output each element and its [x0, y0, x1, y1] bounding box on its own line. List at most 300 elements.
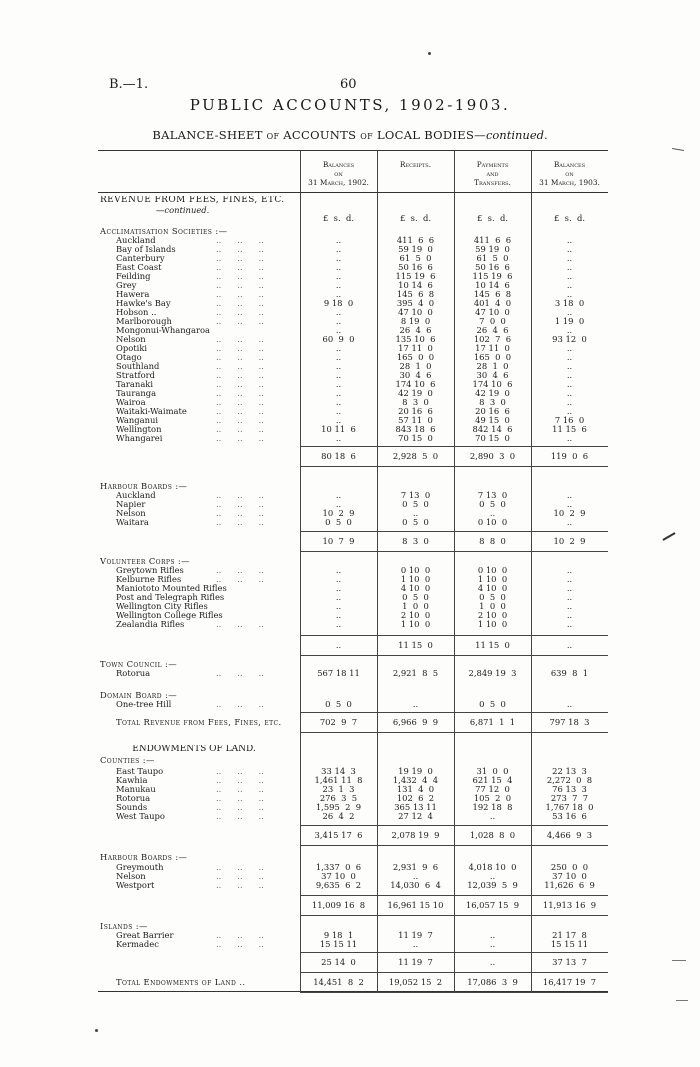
group-heading: Counties :—: [100, 756, 155, 765]
row-label: Wellington College Rifles: [116, 611, 223, 620]
row-label: Greytown Rifles: [116, 566, 184, 575]
receipts-cell: 1 10 0: [400, 619, 431, 629]
subtitle-continued: continued.: [485, 128, 548, 142]
table-row: [98, 812, 608, 822]
row-label: Otago: [116, 353, 142, 362]
balance-1902-cell: 3,415 17 6: [314, 830, 363, 840]
payments-cell: 7 0 0: [479, 316, 506, 326]
balance-1903-cell: ..: [566, 640, 573, 650]
group-heading: Town Council :—: [100, 660, 178, 669]
receipts-cell: 0 10 0: [400, 565, 431, 575]
balance-1902-cell: 26 4 2: [322, 811, 355, 821]
payments-cell: 2,890 3 0: [469, 451, 516, 461]
subtotal-rule: [300, 992, 608, 993]
balance-1902-cell: 0 5 0: [325, 517, 352, 527]
group-heading: Harbour Boards :—: [100, 853, 188, 862]
col-head-payments: Payments and Transfers.: [474, 160, 511, 187]
payments-cell: 1,028 8 0: [469, 830, 516, 840]
balance-1902-cell: ..: [335, 307, 342, 317]
payments-cell: 31 0 0: [476, 766, 509, 776]
balance-1902-cell: 10 7 9: [322, 536, 355, 546]
row-label: One-tree Hill: [116, 700, 172, 709]
payments-cell: 4,018 10 0: [468, 862, 517, 872]
balance-1903-cell: 76 13 3: [552, 784, 587, 794]
balance-1902-cell: ..: [335, 244, 342, 254]
balance-1903-cell: ..: [566, 244, 573, 254]
row-label: Hobson ..: [116, 308, 157, 317]
row-label: West Taupo: [116, 812, 165, 821]
balance-1902-cell: ..: [335, 289, 342, 299]
balance-1903-cell: 11 15 6: [552, 424, 587, 434]
subtotal-row: [98, 537, 608, 547]
balance-1903-cell: ..: [566, 325, 573, 335]
total-label: Total Endowments of Land ..: [116, 978, 246, 987]
leader-dots: .. .. ..: [216, 811, 264, 821]
continued-note: —continued.: [156, 206, 210, 215]
payments-cell: 30 4 6: [476, 370, 509, 380]
balance-1902-cell: ..: [335, 406, 342, 416]
balance-1902-cell: 276 3 5: [319, 793, 358, 803]
leader-dots: .. .. ..: [216, 262, 264, 272]
payments-cell: 174 10 6: [472, 379, 513, 389]
receipts-cell: 411 6 6: [396, 235, 435, 245]
row-label: Hawera: [116, 290, 150, 299]
payments-cell: 115 19 6: [472, 271, 513, 281]
balance-1903-cell: ..: [566, 361, 573, 371]
receipts-cell: 843 18 6: [395, 424, 436, 434]
balance-1902-cell: 11,009 16 8: [311, 900, 366, 910]
receipts-cell: 174 10 6: [395, 379, 436, 389]
receipts-cell: 2 10 0: [400, 610, 431, 620]
receipts-cell: 2,078 19 9: [391, 830, 440, 840]
leader-dots: .. .. ..: [216, 271, 264, 281]
row-label: Tauranga: [116, 389, 157, 398]
receipts-cell: 4 10 0: [400, 583, 431, 593]
payments-cell: 8 8 0: [479, 536, 506, 546]
leader-dots: .. .. ..: [216, 397, 264, 407]
subtotal-rule: [300, 952, 608, 953]
balance-1903-cell: ..: [566, 280, 573, 290]
receipts-cell: 70 15 0: [398, 433, 433, 443]
group-heading: Domain Board :—: [100, 691, 177, 700]
leader-dots: .. .. ..: [216, 508, 264, 518]
leader-dots: .. .. ..: [216, 379, 264, 389]
subtotal-rule: [300, 895, 608, 896]
balance-1903-cell: ..: [566, 517, 573, 527]
receipts-cell: 0 5 0: [402, 499, 429, 509]
payments-cell: 411 6 6: [473, 235, 512, 245]
group-row: [98, 756, 608, 766]
payments-cell: 0 10 0: [477, 565, 508, 575]
payments-cell: 42 19 0: [475, 388, 510, 398]
payments-cell: 0 5 0: [479, 499, 506, 509]
balance-1903-cell: ..: [566, 352, 573, 362]
balance-1903-cell: ..: [566, 343, 573, 353]
total-row: [98, 978, 608, 988]
payments-cell: 12,039 5 9: [467, 880, 518, 890]
row-label: East Coast: [116, 263, 162, 272]
balance-1903-cell: 37 13 7: [552, 957, 587, 967]
receipts-cell: 20 16 6: [398, 406, 433, 416]
payments-cell: 20 16 6: [475, 406, 510, 416]
group-heading: Harbour Boards :—: [100, 482, 188, 491]
row-label: Wanganui: [116, 416, 159, 425]
payments-cell: 165 0 0: [473, 352, 512, 362]
balance-1903-cell: ..: [566, 433, 573, 443]
row-label: Westport: [116, 881, 155, 890]
balance-1902-cell: ..: [335, 280, 342, 290]
receipts-cell: 50 16 6: [398, 262, 433, 272]
payments-cell: 192 18 8: [472, 802, 513, 812]
subtotal-rule: [300, 466, 608, 467]
balance-1902-cell: 567 18 11: [317, 668, 360, 678]
currency-units: £ s. d.: [400, 213, 431, 223]
balance-1903-cell: 797 18 3: [549, 717, 590, 727]
payments-cell: 4 10 0: [477, 583, 508, 593]
receipts-cell: 1 0 0: [402, 601, 429, 611]
balance-1902-cell: ..: [335, 343, 342, 353]
receipts-cell: 102 6 2: [396, 793, 435, 803]
balance-1902-cell: 25 14 0: [321, 957, 356, 967]
payments-cell: 7 13 0: [477, 490, 508, 500]
balance-1902-cell: ..: [335, 415, 342, 425]
row-label: Waitara: [116, 518, 149, 527]
receipts-cell: 61 5 0: [399, 253, 432, 263]
row-label: East Taupo: [116, 767, 164, 776]
currency-units: £ s. d.: [554, 213, 585, 223]
row-label: Whangarei: [116, 434, 163, 443]
row-label: Feilding: [116, 272, 151, 281]
receipts-cell: 57 11 0: [398, 415, 433, 425]
row-label: Wairoa: [116, 398, 146, 407]
receipts-cell: 365 13 11: [394, 802, 437, 812]
subtotal-rule: [300, 446, 608, 447]
currency-units: £ s. d.: [323, 213, 354, 223]
subtotal-rule: [300, 825, 608, 826]
payments-cell: ..: [489, 939, 496, 949]
receipts-cell: 47 10 0: [398, 307, 433, 317]
balance-1903-cell: ..: [566, 235, 573, 245]
balance-1903-cell: ..: [566, 397, 573, 407]
receipts-cell: 11 19 7: [398, 957, 433, 967]
balance-1903-cell: ..: [566, 406, 573, 416]
balance-1902-cell: ..: [335, 253, 342, 263]
subtotal-row: [98, 641, 608, 651]
balance-1903-cell: ..: [566, 583, 573, 593]
balance-1903-cell: 2,272 0 8: [546, 775, 593, 785]
subtotal-rule: [300, 732, 608, 733]
receipts-cell: 19,052 15 2: [388, 977, 443, 987]
subtotal-rule: [300, 972, 608, 973]
row-label: Southland: [116, 362, 160, 371]
leader-dots: .. .. ..: [216, 871, 264, 881]
receipts-cell: 27 12 4: [398, 811, 433, 821]
balance-1903-cell: 639 8 1: [550, 668, 589, 678]
balance-1902-cell: ..: [335, 574, 342, 584]
balance-1902-cell: 702 9 7: [319, 717, 358, 727]
table-row: [98, 669, 608, 679]
payments-cell: 401 4 0: [473, 298, 512, 308]
receipts-cell: 10 14 6: [398, 280, 433, 290]
leader-dots: .. .. ..: [216, 433, 264, 443]
print-mark-dot: [428, 52, 431, 55]
balance-1902-cell: 80 18 6: [321, 451, 356, 461]
receipts-cell: 8 3 0: [402, 397, 429, 407]
page-number: 60: [340, 77, 357, 92]
margin-tick: [672, 148, 684, 151]
receipts-cell: 26 4 6: [399, 325, 432, 335]
payments-cell: 1 10 0: [477, 619, 508, 629]
receipts-cell: 7 13 0: [400, 490, 431, 500]
balance-1902-cell: ..: [335, 235, 342, 245]
leader-dots: .. .. ..: [216, 802, 264, 812]
receipts-cell: ..: [412, 508, 419, 518]
leader-dots: .. .. ..: [216, 307, 264, 317]
balance-1903-cell: 250 0 0: [550, 862, 589, 872]
leader-dots: .. .. ..: [216, 424, 264, 434]
row-label: Greymouth: [116, 863, 164, 872]
payments-cell: 49 15 0: [475, 415, 510, 425]
balance-1902-cell: 60 9 0: [322, 334, 355, 344]
payments-cell: ..: [489, 930, 496, 940]
balance-1903-cell: 22 13 3: [552, 766, 587, 776]
balance-1902-cell: ..: [335, 583, 342, 593]
leader-dots: .. .. ..: [216, 334, 264, 344]
section-heading: ENDOWMENTS OF LAND.: [132, 745, 256, 754]
balance-1903-cell: 3 18 0: [554, 298, 585, 308]
balance-1902-cell: 9,635 6 2: [315, 880, 362, 890]
balance-1902-cell: 14,451 8 2: [313, 977, 364, 987]
receipts-cell: 395 4 0: [396, 298, 435, 308]
row-label: Zealandia Rifles: [116, 620, 185, 629]
row-label: Bay of Islands: [116, 245, 176, 254]
balance-1902-cell: ..: [335, 352, 342, 362]
balance-1902-cell: ..: [335, 592, 342, 602]
leader-dots: .. .. ..: [216, 668, 264, 678]
balance-1902-cell: 15 15 11: [319, 939, 358, 949]
subtotal-rule: [300, 845, 608, 846]
payments-cell: ..: [489, 871, 496, 881]
row-label: Opotiki: [116, 344, 148, 353]
receipts-cell: 8 3 0: [402, 536, 429, 546]
subtotal-rule: [300, 915, 608, 916]
balance-1902-cell: ..: [335, 397, 342, 407]
subtotal-row: [98, 452, 608, 462]
leader-dots: .. .. ..: [216, 289, 264, 299]
payments-cell: 16,057 15 9: [465, 900, 520, 910]
balance-1902-cell: ..: [335, 499, 342, 509]
col-head-receipts: Receipts.: [399, 160, 432, 169]
header-rule: [98, 192, 608, 193]
payments-cell: 621 15 4: [472, 775, 513, 785]
balance-1903-cell: ..: [566, 592, 573, 602]
payments-cell: 2,849 19 3: [468, 668, 517, 678]
receipts-cell: 8 19 0: [400, 316, 431, 326]
row-label: Mongonui-Whangaroa: [116, 326, 211, 335]
balance-1903-cell: 53 16 6: [552, 811, 587, 821]
payments-cell: 17,086 3 9: [467, 977, 518, 987]
table-row: [98, 434, 608, 444]
leader-dots: .. .. ..: [216, 862, 264, 872]
row-label: Nelson: [116, 509, 146, 518]
group-heading: Islands :—: [100, 922, 148, 931]
balance-1902-cell: ..: [335, 640, 342, 650]
receipts-cell: 2,931 9 6: [392, 862, 439, 872]
receipts-cell: ..: [412, 871, 419, 881]
receipts-cell: ..: [412, 699, 419, 709]
margin-tick: [676, 1000, 688, 1001]
row-label: Auckland: [116, 491, 156, 500]
receipts-cell: ..: [412, 939, 419, 949]
row-label: Marlborough: [116, 317, 172, 326]
payments-cell: ..: [489, 811, 496, 821]
row-label: Great Barrier: [116, 931, 174, 940]
balance-1903-cell: ..: [566, 610, 573, 620]
row-label: Rotorua: [116, 794, 151, 803]
balance-1902-cell: 9 18 1: [323, 930, 354, 940]
leader-dots: .. .. ..: [216, 316, 264, 326]
balance-1903-cell: ..: [566, 253, 573, 263]
balance-1903-cell: ..: [566, 388, 573, 398]
row-label: Maniototo Mounted Rifles: [116, 584, 227, 593]
balance-1902-cell: 0 5 0: [325, 699, 352, 709]
subtotal-rule: [300, 531, 608, 532]
balance-1902-cell: ..: [335, 316, 342, 326]
leader-dots: .. .. ..: [216, 574, 264, 584]
receipts-cell: 135 10 6: [395, 334, 436, 344]
leader-dots: .. .. ..: [216, 343, 264, 353]
row-label: Kelburne Rifles: [116, 575, 182, 584]
balance-1903-cell: 1 19 0: [554, 316, 585, 326]
row-label: Sounds: [116, 803, 148, 812]
balance-1903-cell: 10 2 9: [553, 536, 586, 546]
row-label: Kermadec: [116, 940, 159, 949]
balance-1902-cell: 23 1 3: [322, 784, 355, 794]
leader-dots: .. .. ..: [216, 415, 264, 425]
payments-cell: 8 3 0: [479, 397, 506, 407]
payments-cell: 10 14 6: [475, 280, 510, 290]
payments-cell: 105 2 0: [473, 793, 512, 803]
balance-1903-cell: 21 17 8: [552, 930, 587, 940]
receipts-cell: 30 4 6: [399, 370, 432, 380]
balance-1902-cell: ..: [335, 370, 342, 380]
balance-1903-cell: 7 16 0: [554, 415, 585, 425]
row-label: Stratford: [116, 371, 155, 380]
payments-cell: 47 10 0: [475, 307, 510, 317]
payments-cell: 59 19 0: [475, 244, 510, 254]
receipts-cell: 1,432 4 4: [392, 775, 439, 785]
leader-dots: .. .. ..: [216, 235, 264, 245]
balance-1903-cell: ..: [566, 271, 573, 281]
balance-1902-cell: ..: [335, 379, 342, 389]
leader-dots: .. .. ..: [216, 880, 264, 890]
receipts-cell: 2,921 8 5: [392, 668, 439, 678]
balance-1902-cell: ..: [335, 433, 342, 443]
balance-1902-cell: 1,461 11 8: [314, 775, 363, 785]
row-label: Canterbury: [116, 254, 165, 263]
balance-1903-cell: ..: [566, 574, 573, 584]
row-label: Post and Telegraph Rifles: [116, 593, 225, 602]
balance-1903-cell: 10 2 9: [553, 508, 586, 518]
row-label: Kawhia: [116, 776, 148, 785]
subtotal-rule: [300, 655, 608, 656]
payments-cell: 6,871 1 1: [469, 717, 516, 727]
balance-1903-cell: ..: [566, 370, 573, 380]
leader-dots: .. .. ..: [216, 370, 264, 380]
leader-dots: .. .. ..: [216, 499, 264, 509]
row-label: Napier: [116, 500, 146, 509]
balance-1903-cell: ..: [566, 289, 573, 299]
balance-1903-cell: 119 0 6: [550, 451, 589, 461]
balance-1903-cell: 11,913 16 9: [542, 900, 597, 910]
print-mark-dot: [95, 1029, 98, 1032]
payments-cell: 842 14 6: [472, 424, 513, 434]
receipts-cell: 0 5 0: [402, 592, 429, 602]
balance-1902-cell: ..: [335, 490, 342, 500]
row-label: Nelson: [116, 872, 146, 881]
page-title: PUBLIC ACCOUNTS, 1902-1903.: [189, 96, 511, 114]
table-row: [98, 881, 608, 891]
payments-cell: 0 5 0: [479, 592, 506, 602]
leader-dots: .. .. ..: [216, 784, 264, 794]
margin-tick: [672, 960, 686, 961]
section-row: [98, 196, 608, 206]
currency-units: £ s. d.: [477, 213, 508, 223]
row-label: Grey: [116, 281, 137, 290]
col-head-balances-1902: Balances on 31 March, 1902.: [308, 160, 369, 187]
payments-cell: 77 12 0: [475, 784, 510, 794]
total-row: [98, 718, 608, 728]
payments-cell: 0 10 0: [477, 517, 508, 527]
balance-1903-cell: 4,466 9 3: [546, 830, 593, 840]
payments-cell: 17 11 0: [475, 343, 510, 353]
payments-cell: 2 10 0: [477, 610, 508, 620]
payments-cell: 28 1 0: [476, 361, 509, 371]
receipts-cell: 59 19 0: [398, 244, 433, 254]
receipts-cell: 165 0 0: [396, 352, 435, 362]
balance-1902-cell: ..: [335, 565, 342, 575]
balance-1903-cell: 16,417 19 7: [542, 977, 597, 987]
balance-1903-cell: 1,767 18 0: [545, 802, 594, 812]
leader-dots: .. .. ..: [216, 775, 264, 785]
row-label: Waitaki-Waimate: [116, 407, 187, 416]
subtotal-row: [98, 831, 608, 841]
receipts-cell: 2,928 5 0: [392, 451, 439, 461]
receipts-cell: 11 19 7: [398, 930, 433, 940]
leader-dots: .. .. ..: [216, 406, 264, 416]
receipts-cell: 115 19 6: [395, 271, 436, 281]
leader-dots: .. .. ..: [216, 280, 264, 290]
subtitle-main: BALANCE-SHEET of ACCOUNTS of LOCAL BODIES—: [152, 128, 486, 142]
table-row: [98, 940, 608, 950]
row-label: Wellington City Rifles: [116, 602, 208, 611]
balance-1902-cell: ..: [335, 610, 342, 620]
centered-row: [98, 745, 608, 755]
balance-1902-cell: 10 2 9: [322, 508, 355, 518]
balance-1902-cell: 1,595 2 9: [315, 802, 362, 812]
balance-1902-cell: ..: [335, 271, 342, 281]
document-code: B.—1.: [109, 77, 149, 92]
leader-dots: .. .. ..: [216, 793, 264, 803]
payments-cell: 70 15 0: [475, 433, 510, 443]
balance-1903-cell: ..: [566, 307, 573, 317]
subtotal-rule: [300, 635, 608, 636]
leader-dots: .. .. ..: [216, 361, 264, 371]
balance-1903-cell: 273 7 7: [550, 793, 589, 803]
payments-cell: 50 16 6: [475, 262, 510, 272]
balance-1902-cell: 37 10 0: [321, 871, 356, 881]
balance-1903-cell: 37 10 0: [552, 871, 587, 881]
